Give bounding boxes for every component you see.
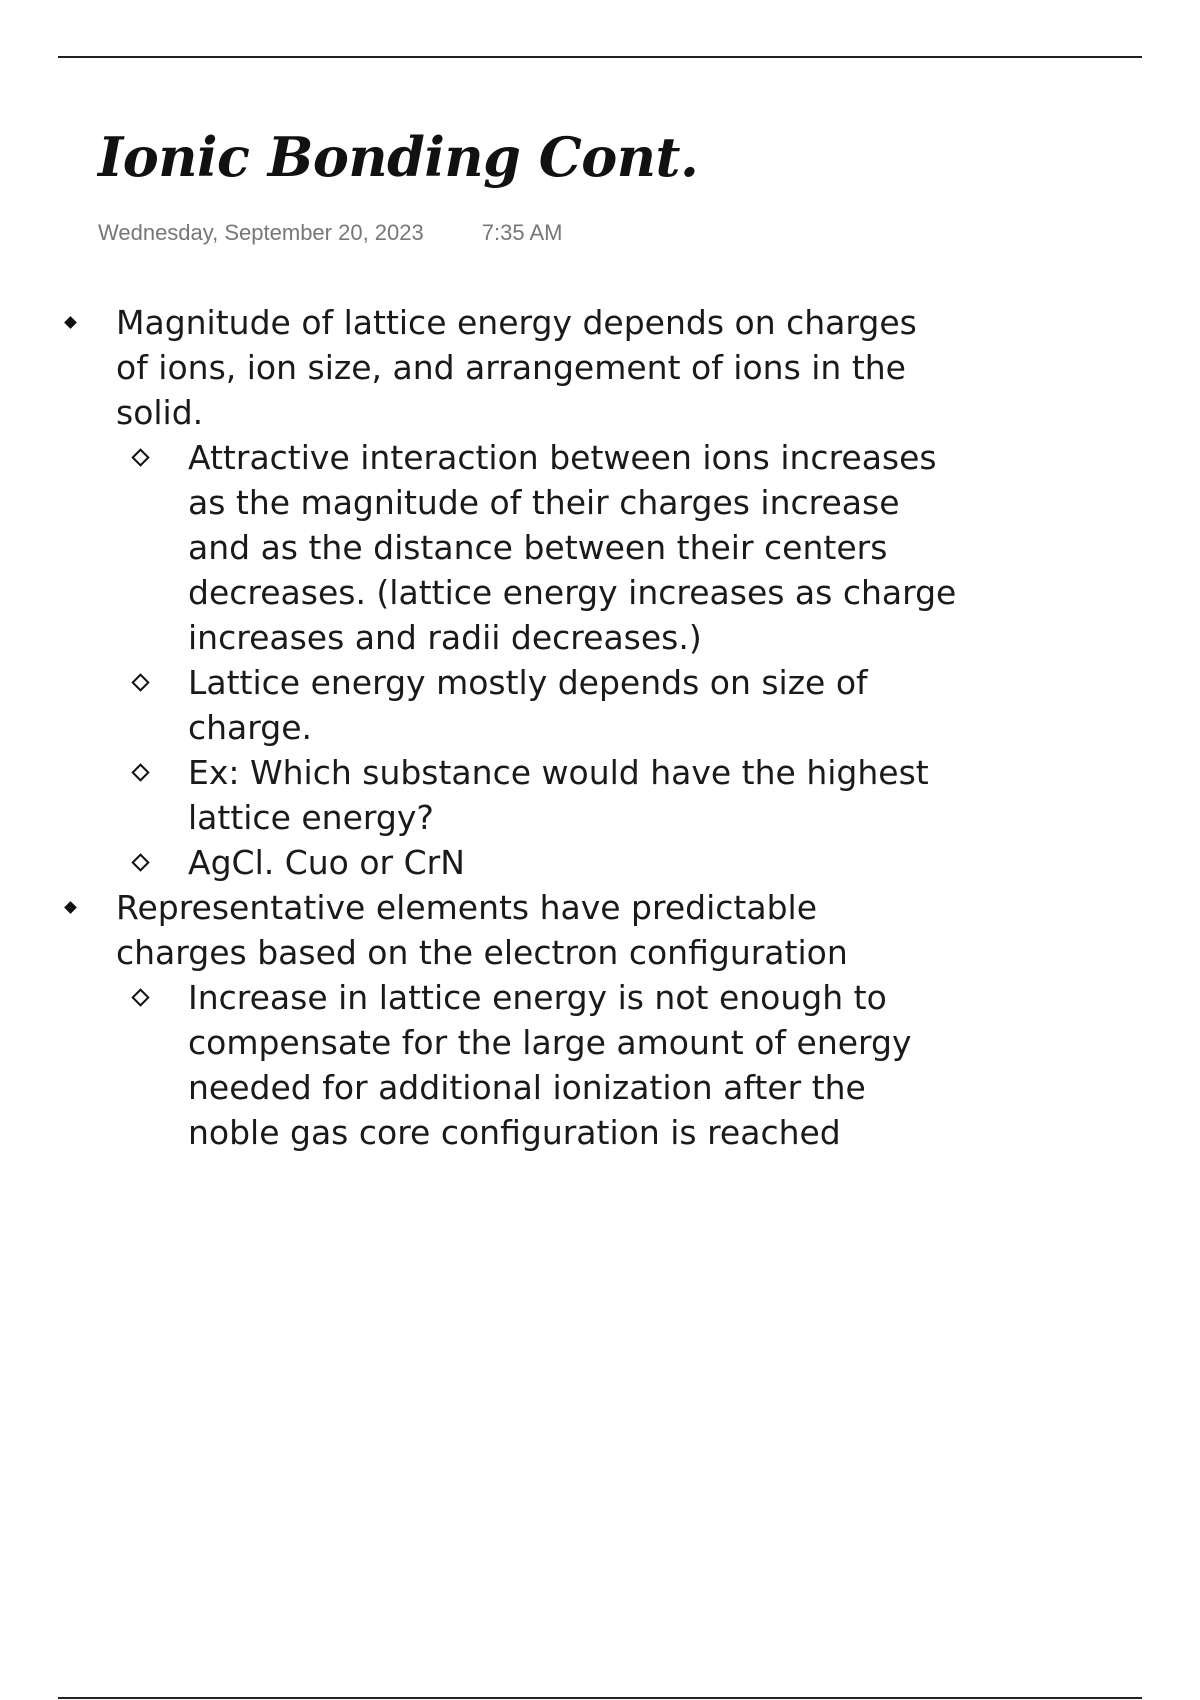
sub-bullet-text: Lattice energy mostly depends on size of charge. (188, 663, 868, 747)
sub-bullet-item (0, 840, 958, 885)
sub-bullet-item (0, 435, 958, 660)
hollow-diamond-bullet-icon (134, 750, 147, 795)
top-divider (58, 56, 1142, 58)
page-title: Ionic Bonding Cont. (98, 125, 699, 189)
bullet-text: Representative elements have predictable charges based on the electron configuration (116, 888, 848, 972)
page-time: 7:35 AM (481, 220, 563, 245)
sub-bullet-item (0, 660, 958, 750)
bullet-text: Magnitude of lattice energy depends on charges of ions, ion size, and arrangement of ions in the solid. (116, 303, 917, 432)
hollow-diamond-bullet-icon (134, 840, 147, 885)
hollow-diamond-bullet-icon (134, 435, 147, 480)
hollow-diamond-bullet-icon (134, 975, 147, 1020)
hollow-diamond-bullet-icon (134, 660, 147, 705)
bullet-item (0, 885, 956, 975)
sub-bullet-text: AgCl. Cuo or CrN (188, 843, 465, 882)
page-timestamp (98, 220, 562, 246)
note-body (0, 300, 1200, 1155)
sub-bullet-item (0, 975, 958, 1155)
sub-bullet-item (0, 750, 958, 840)
sub-bullet-text: Ex: Which substance would have the highest lattice energy? (188, 753, 929, 837)
bullet-item (0, 300, 956, 435)
sub-bullet-text: Attractive interaction between ions increases as the magnitude of their charges increase and as the distance between their centers decreases. (lattice energy increases as charge increases and radii decreases.) (188, 438, 957, 657)
bottom-divider (58, 1697, 1142, 1699)
page-date: Wednesday, September 20, 2023 (98, 220, 424, 245)
filled-diamond-bullet-icon (66, 300, 75, 345)
sub-bullet-text: Increase in lattice energy is not enough to compensate for the large amount of energy needed for additional ionization after the noble gas core configuration is reached (188, 978, 912, 1152)
filled-diamond-bullet-icon (66, 885, 75, 930)
